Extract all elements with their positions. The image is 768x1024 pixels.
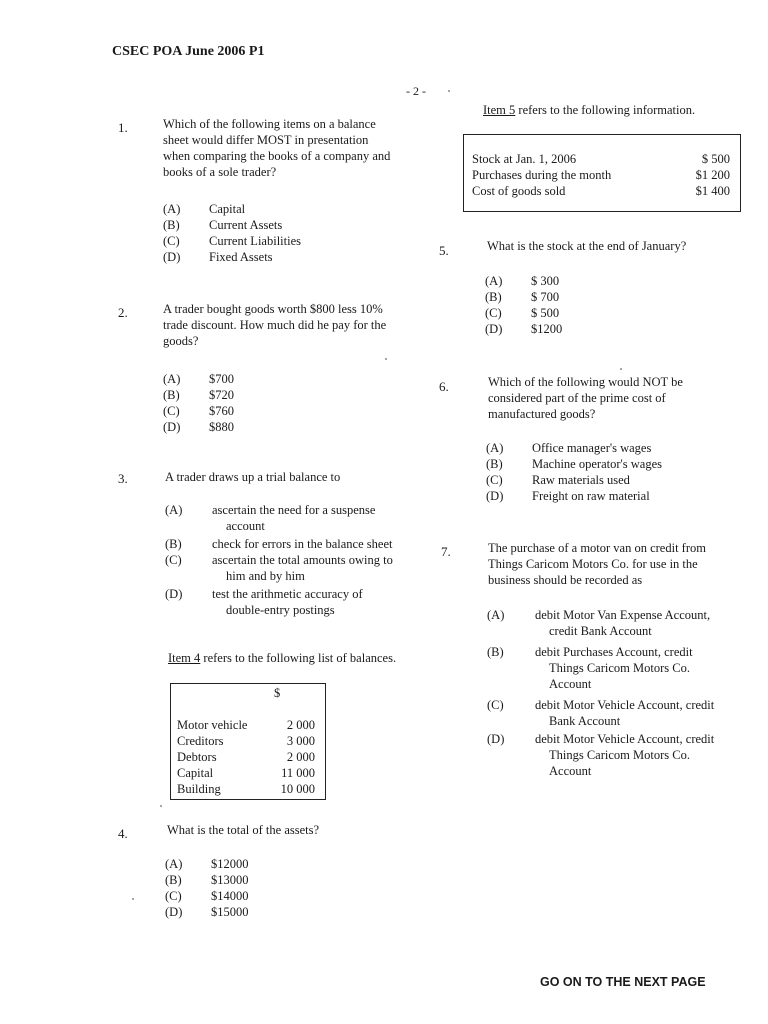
question-1-options <box>163 201 301 265</box>
question-2-line: trade discount. How much did he pay for the <box>163 318 387 332</box>
option-a[interactable]: (A) $700 <box>163 372 234 386</box>
question-3-options <box>165 502 425 618</box>
table-row: Stock at Jan. 1, 2006 $ 500 <box>472 152 730 166</box>
question-4-options <box>165 856 249 920</box>
question-1-number: 1. <box>118 120 128 135</box>
question-1-line: when comparing the books of a company and <box>163 149 391 163</box>
question-7-line: The purchase of a motor van on credit from <box>488 541 706 555</box>
question-7-line: business should be recorded as <box>488 573 643 587</box>
scan-speck <box>132 898 134 900</box>
option-a[interactable]: (A) $ 300 <box>485 274 560 288</box>
question-2-options <box>163 371 234 435</box>
question-7-text <box>488 540 748 588</box>
question-1-line: Which of the following items on a balance <box>163 117 376 131</box>
question-2-number: 2. <box>118 305 128 320</box>
currency-header: $ <box>274 686 281 700</box>
option-a[interactable]: (A) Capital <box>163 202 246 216</box>
table-row: Capital 11 000 <box>177 766 315 780</box>
table-row: Building 10 000 <box>177 782 315 796</box>
question-2-line: A trader bought goods worth $800 less 10% <box>163 302 383 316</box>
option-c[interactable]: (C) $14000 <box>165 889 249 903</box>
question-5-options <box>485 273 562 337</box>
item-4-balances-table <box>171 717 321 797</box>
option-c[interactable]: (C) debit Motor Vehicle Account, credit Bank Account <box>487 698 715 728</box>
page-number: - 2 - <box>406 84 426 98</box>
question-7-options <box>487 607 757 779</box>
page-header-title: CSEC POA June 2006 P1 <box>112 44 265 59</box>
scan-speck <box>160 805 162 807</box>
question-1-text <box>163 116 423 180</box>
option-d[interactable]: (D) Freight on raw material <box>486 489 650 503</box>
table-row: Motor vehicle 2 000 <box>177 718 315 732</box>
question-3-number: 3. <box>118 471 128 486</box>
option-d[interactable]: (D) debit Motor Vehicle Account, credit Things Caricom Motors Co. Account <box>487 732 715 778</box>
option-b[interactable]: (B) debit Purchases Account, credit Things Caricom Motors Co. Account <box>487 645 693 691</box>
option-c[interactable]: (C) $760 <box>163 404 234 418</box>
question-6-line: considered part of the prime cost of <box>488 391 666 405</box>
option-d[interactable]: (D) $15000 <box>165 905 249 919</box>
table-row: Purchases during the month $1 200 <box>472 168 730 182</box>
option-c[interactable]: (C) Current Liabilities <box>163 234 301 248</box>
option-a[interactable]: (A) debit Motor Van Expense Account, credit Bank Account <box>487 608 711 638</box>
question-6-number: 6. <box>439 379 449 394</box>
option-d[interactable]: (D) test the arithmetic accuracy of double-entry postings <box>165 587 363 617</box>
question-6-line: manufactured goods? <box>488 407 596 421</box>
option-c[interactable]: (C) Raw materials used <box>486 473 630 487</box>
question-3-text: A trader draws up a trial balance to <box>165 470 341 484</box>
option-b[interactable]: (B) $720 <box>163 388 234 402</box>
item-4-balances-box <box>170 683 326 800</box>
question-4-number: 4. <box>118 826 128 841</box>
item-5-info-table <box>466 151 736 199</box>
question-5-text: What is the stock at the end of January? <box>487 239 687 253</box>
option-a[interactable]: (A) $12000 <box>165 857 249 871</box>
option-d[interactable]: (D) $880 <box>163 420 234 434</box>
option-b[interactable]: (B) $ 700 <box>485 290 560 304</box>
question-1-line: sheet would differ MOST in presentation <box>163 133 369 147</box>
scan-speck <box>620 368 622 370</box>
option-d[interactable]: (D) Fixed Assets <box>163 250 273 264</box>
item-5-info-box <box>463 134 741 212</box>
question-6-line: Which of the following would NOT be <box>488 375 683 389</box>
option-a[interactable]: (A) ascertain the need for a suspense account <box>165 503 376 533</box>
item-5-lead: Item 5 refers to the following information. <box>483 103 696 117</box>
table-row: Cost of goods sold $1 400 <box>472 184 730 198</box>
option-b[interactable]: (B) Current Assets <box>163 218 283 232</box>
item-4-lead: Item 4 refers to the following list of balances. <box>168 651 397 665</box>
question-7-number: 7. <box>441 544 451 559</box>
question-5-number: 5. <box>439 243 449 258</box>
question-1-line: books of a sole trader? <box>163 165 277 179</box>
table-row: Creditors 3 000 <box>177 734 315 748</box>
question-6-text <box>488 374 742 422</box>
scan-speck <box>385 358 387 360</box>
option-b[interactable]: (B) $13000 <box>165 873 249 887</box>
option-b[interactable]: (B) Machine operator's wages <box>486 457 662 471</box>
question-7-line: Things Caricom Motors Co. for use in the <box>488 557 698 571</box>
option-c[interactable]: (C) $ 500 <box>485 306 560 320</box>
go-on-footer: GO ON TO THE NEXT PAGE <box>540 975 706 989</box>
table-row: Debtors 2 000 <box>177 750 315 764</box>
question-6-options <box>486 440 662 504</box>
question-2-text <box>163 301 423 349</box>
option-b[interactable]: (B) check for errors in the balance sheet <box>165 537 393 551</box>
option-d[interactable]: (D) $1200 <box>485 322 563 336</box>
question-2-line: goods? <box>163 334 199 348</box>
option-a[interactable]: (A) Office manager's wages <box>486 441 652 455</box>
scan-speck <box>448 90 450 92</box>
option-c[interactable]: (C) ascertain the total amounts owing to him and by him <box>165 553 393 583</box>
question-4-text: What is the total of the assets? <box>167 823 320 837</box>
